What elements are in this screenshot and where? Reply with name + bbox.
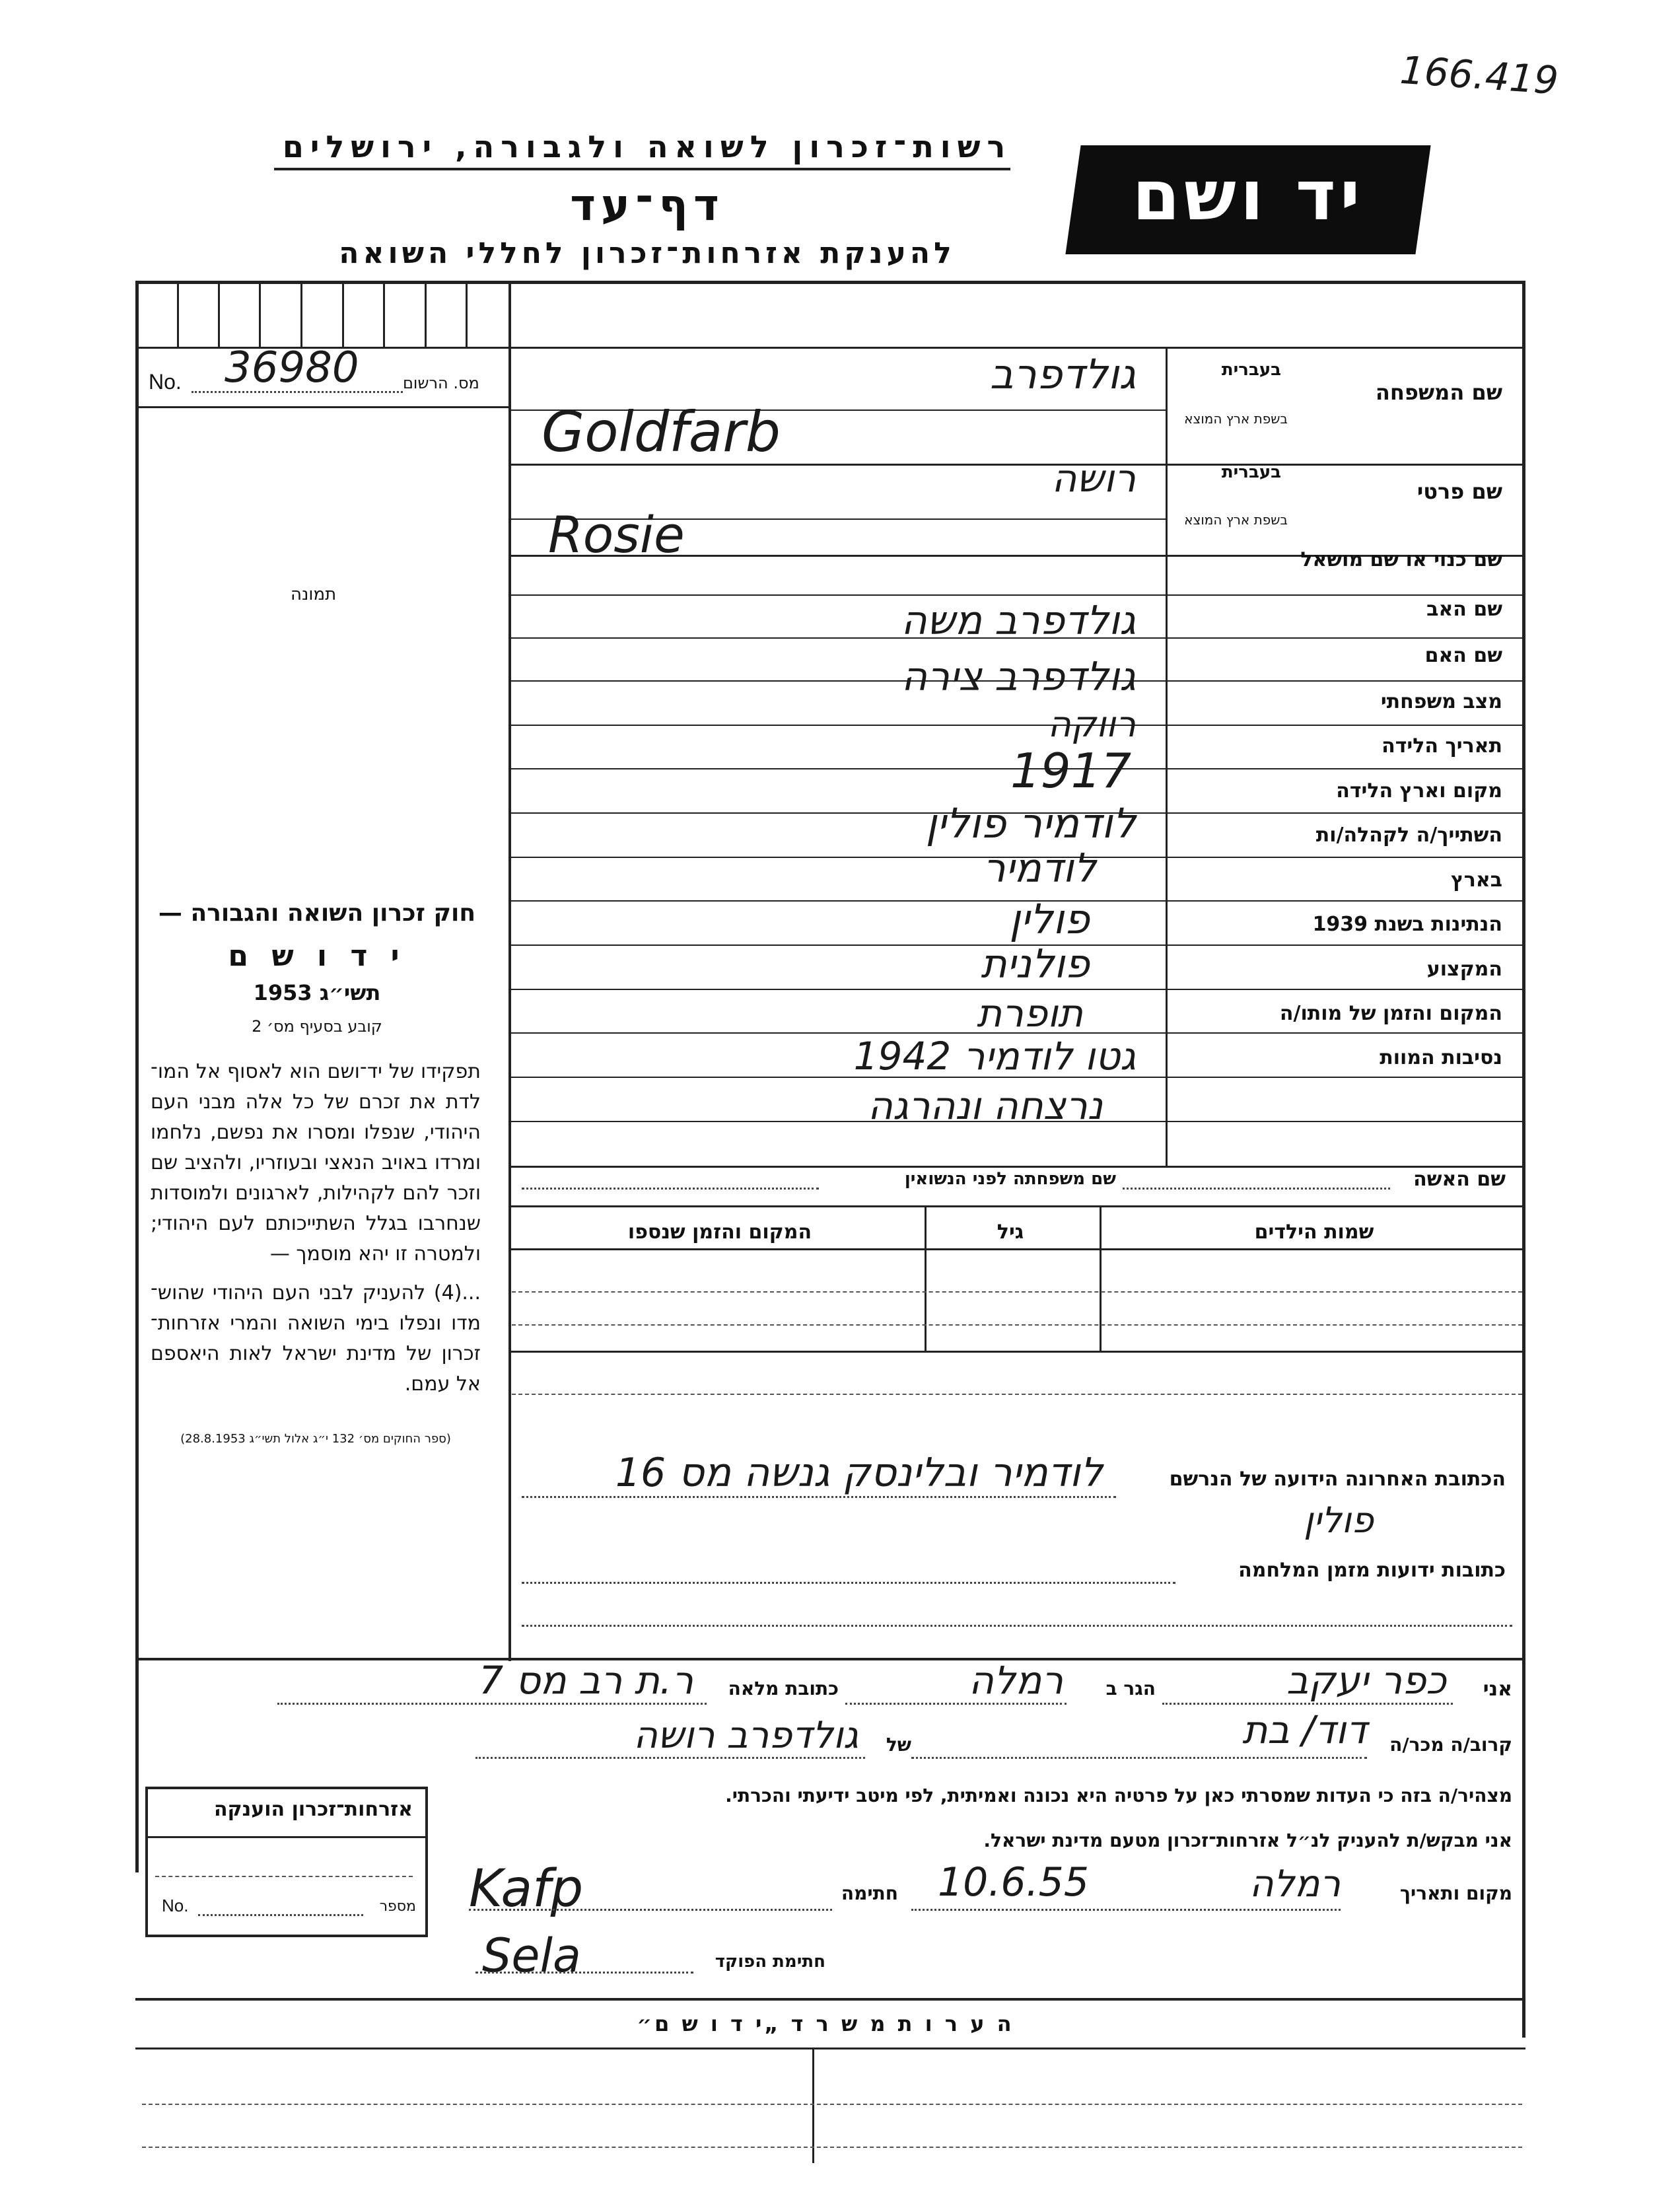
value-community: לודמיר — [983, 845, 1096, 892]
citizenship-number-label: מספר — [379, 1898, 416, 1915]
label-relative: קרוב/ה מכר/ה — [1389, 1734, 1512, 1756]
box-divider — [177, 284, 179, 347]
label-surname: שם המשפחה — [1375, 380, 1502, 405]
value-marital-status: רווקה — [1047, 703, 1136, 745]
officer-signature: Sela — [482, 1929, 581, 1983]
label-wife: שם האשה — [1413, 1168, 1506, 1191]
label-country: בארץ — [1450, 869, 1502, 892]
column-divider — [508, 284, 511, 1661]
label-nickname: שם כנוי או שם מושאל — [1300, 548, 1502, 571]
photo-label: תמונה — [291, 585, 337, 604]
remarks-col-divider — [812, 2048, 814, 2163]
value-surname-origin: Goldfarb — [542, 400, 781, 464]
law-name: י ד ו ש ם — [228, 939, 406, 973]
label-column-divider — [1166, 347, 1168, 1166]
col-children-place: המקום והזמן שנספו — [627, 1221, 812, 1244]
children-col-divider — [1100, 1205, 1102, 1351]
row-line — [508, 989, 1525, 990]
label-of: של — [886, 1734, 911, 1756]
value-country: פולין — [1009, 895, 1090, 943]
value-death-place-time: גטו לודמיר 1942 — [853, 1034, 1136, 1079]
label-occupation: המקצוע — [1426, 958, 1502, 981]
value-first-name-origin: Rosie — [548, 505, 685, 564]
box-divider — [466, 284, 468, 347]
box-divider — [342, 284, 344, 347]
children-bottom-line — [508, 1351, 1525, 1353]
label-community: השתייך/ה לקהלה/ות — [1315, 824, 1502, 847]
reg-no-label: No. — [149, 370, 182, 394]
value-father: גולדפרב משה — [901, 598, 1136, 644]
label-wife-maiden: שם משפחתה לפני הנשואין — [904, 1169, 1116, 1189]
value-mother: גולדפרב צירה — [901, 654, 1136, 700]
label-marital-status: מצב משפחתי — [1380, 690, 1502, 713]
label-birth-date: תאריך הלידה — [1382, 734, 1502, 758]
label-residing: הגר ב — [1105, 1678, 1156, 1699]
label-death-place-time: המקום והזמן של מותו/ה — [1279, 1002, 1502, 1025]
label-war-addresses: כתובות ידועות מזמן המלחמה — [1238, 1559, 1506, 1582]
label-birth-place: מקום וארץ הלידה — [1336, 779, 1502, 802]
reg-label: מס. הרשום — [403, 374, 479, 392]
value-surname-hebrew: גולדפרב — [989, 350, 1136, 398]
value-birth-place: לודמיר פולין — [925, 799, 1136, 847]
value-citizenship: פולנית — [981, 941, 1090, 987]
citizenship-box-title: אזרחות־זכרון הוענקה — [213, 1798, 413, 1821]
relation-dots — [911, 1757, 1367, 1759]
war-address-dots — [522, 1625, 1512, 1627]
reg-number: 36980 — [225, 343, 359, 392]
label-death-circumstances: נסיבות המוות — [1380, 1046, 1502, 1069]
address-dots — [277, 1703, 707, 1705]
law-paragraph-1: תפקידו של יד־ושם הוא לאסוף אל המו־ לדת את זכרם של כל אלה מבני העם היהודי, שנפלו ומסרו את נפשם, נלחמו ומרדו באויב הנאצי ובעוזריו, ולהציב שם וזכר להם לקהילות, לארגונים ולמוסדות שנחרבו בגלל השתייכותם לעם היהודי; ולמטרה זו יהא מוסמך — — [151, 1060, 481, 1265]
city-dots — [845, 1703, 1067, 1705]
law-section: קובע בסעיף מס׳ 2 — [252, 1017, 382, 1036]
frame-left — [135, 281, 139, 1872]
declarant-dots — [1162, 1703, 1453, 1705]
officer-dots — [475, 1972, 693, 1974]
col-children-age: גיל — [997, 1221, 1024, 1244]
label-last-address: הכתובת האחרונה הידועה של הנרשם — [1169, 1468, 1506, 1491]
value-date: 10.6.55 — [938, 1859, 1090, 1905]
law-year: תשי״ג 1953 — [253, 980, 381, 1005]
value-first-name-hebrew: רושה — [1051, 456, 1136, 501]
value-occupation: תופרת — [976, 991, 1083, 1036]
citizenship-no-label: No. — [162, 1896, 189, 1915]
citizenship-no-dots — [198, 1914, 363, 1916]
label-first-name-hebrew: בעברית — [1221, 462, 1281, 482]
label-signature: חתימה — [841, 1882, 898, 1904]
citizenship-box-line — [155, 1876, 413, 1877]
label-surname-hebrew: בעברית — [1221, 360, 1281, 380]
wife-row-line — [508, 1205, 1525, 1207]
children-header-line — [508, 1248, 1525, 1250]
box-divider — [300, 284, 302, 347]
law-title: חוק זכרון השואה והגבורה — — [158, 900, 476, 927]
children-row-line — [512, 1324, 1522, 1326]
value-relation: דוד/ בת — [1242, 1707, 1367, 1752]
remarks-header-line — [135, 2048, 1525, 2049]
label-citizenship: הנתינות בשנת 1939 — [1312, 913, 1502, 936]
label-full-address: כתובת מלאה — [728, 1678, 839, 1699]
value-death-circumstances: נרצחה ונהרגה — [867, 1083, 1103, 1128]
signature-dots — [469, 1909, 832, 1911]
value-last-address-country: פולין — [1304, 1499, 1374, 1541]
value-full-address: ר.ת רב מס 7 — [479, 1658, 693, 1703]
signature: Kafp — [469, 1859, 584, 1919]
box-divider — [259, 284, 261, 347]
frame-right — [1522, 281, 1525, 2038]
remarks-row-line — [142, 2147, 1522, 2148]
label-place-date: מקום ותאריך — [1399, 1882, 1512, 1904]
remarks-top-line — [135, 1998, 1525, 2001]
statement-2: אני מבקש/ת להעניק לנ״ל אזרחות־זכרון מטעם מדינת ישראל. — [983, 1830, 1512, 1851]
doc-title: דף־עד — [570, 180, 724, 231]
box-divider — [425, 284, 427, 347]
statement-1: מצהיר/ה בזה כי העדות שמסרתי כאן על פרטיה היא נכונה ואמיתית, לפי מיטב ידיעתי והכרתי. — [725, 1785, 1512, 1806]
label-officer-signature: חתימת הפוקד — [715, 1952, 825, 1972]
label-mother: שם האם — [1424, 644, 1502, 667]
box-divider — [218, 284, 220, 347]
children-col-divider — [925, 1205, 927, 1351]
wife-dots — [1123, 1188, 1390, 1190]
citizenship-box-divider — [145, 1836, 428, 1838]
label-first-name: שם פרטי — [1417, 479, 1502, 504]
authority-title: רשות־זכרון לשואה ולגבורה, ירושלים — [282, 129, 1012, 164]
authority-underline — [274, 168, 1010, 170]
col-children-names: שמות הילדים — [1254, 1221, 1374, 1244]
spacer-line — [512, 1394, 1522, 1395]
label-first-name-origin: בשפת ארץ המוצא — [1184, 512, 1288, 528]
archive-number: 166.419 — [1398, 47, 1560, 104]
label-surname-origin: בשפת ארץ המוצא — [1184, 411, 1288, 427]
remarks-row-line — [142, 2104, 1522, 2105]
value-residing-city: רמלה — [969, 1658, 1063, 1703]
reg-row-line — [135, 406, 508, 408]
reg-dots — [192, 391, 403, 393]
label-father: שם האב — [1426, 598, 1502, 621]
box-divider — [383, 284, 385, 347]
remarks-title: ה ע ר ו ת מ ש ר ד „י ד ו ש ם״ — [637, 2011, 1014, 2036]
label-declarant: אני — [1483, 1678, 1512, 1701]
place-date-dots — [911, 1909, 1341, 1911]
law-paragraph-2: ...(4) להעניק לבני העם היהודי שהוש־ מדו ונפלו בימי השואה והמרי אזרחות־ זכרון של מדינת ישראל לאות היאספם אל עמם. — [151, 1281, 481, 1396]
doc-subtitle: להענקת אזרחות־זכרון לחללי השואה — [339, 236, 956, 270]
row-line — [508, 594, 1525, 596]
children-row-line — [512, 1291, 1522, 1293]
law-citation: (ספר החוקים מס׳ 132 י״ג אלול תשי״ג 28.8.1953) — [180, 1432, 451, 1446]
value-place: רמלה — [1249, 1863, 1341, 1905]
wife-maiden-dots — [522, 1188, 819, 1190]
value-declarant-name: כפר יעקב — [1286, 1658, 1446, 1703]
value-of: גולדפרב רושה — [633, 1714, 858, 1757]
war-address-dots — [522, 1582, 1175, 1584]
value-birth-date: 1917 — [1010, 743, 1132, 799]
of-dots — [475, 1757, 865, 1759]
value-last-address: לודמיר ובלינסק גנשה מס 16 — [615, 1450, 1103, 1496]
logo-text: יד ושם — [1132, 155, 1364, 236]
last-address-dots — [522, 1496, 1116, 1498]
row-line — [508, 1166, 1525, 1168]
